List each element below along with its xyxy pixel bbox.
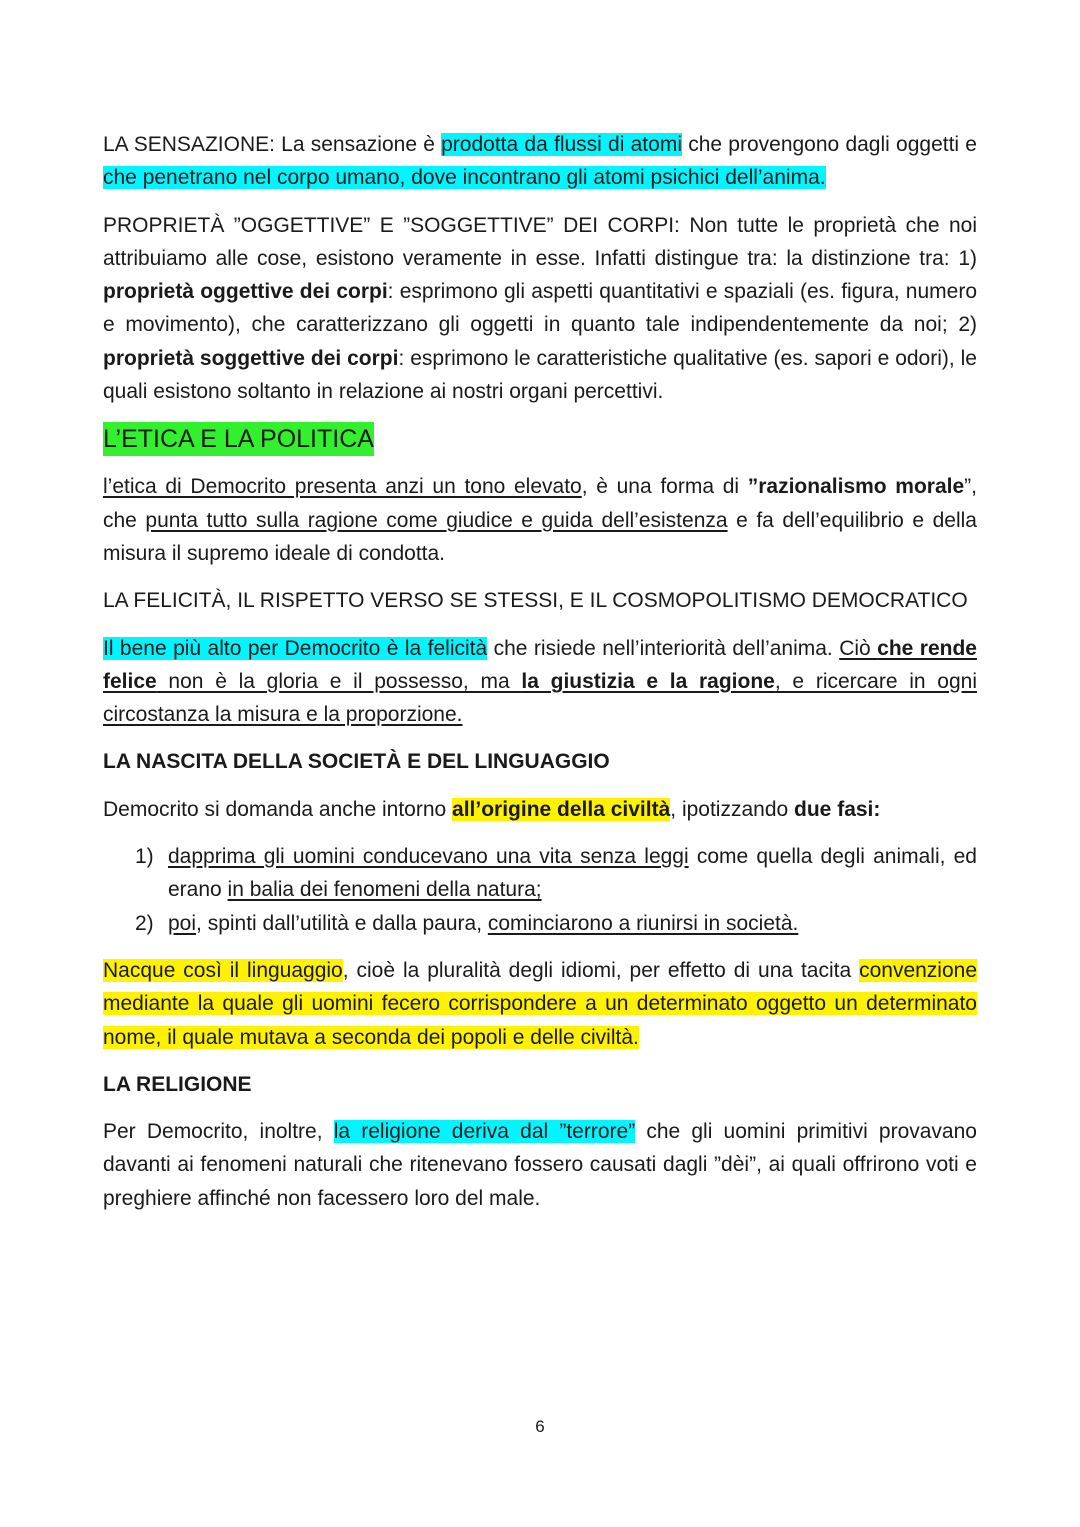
heading-nascita: LA NASCITA DELLA SOCIETÀ E DEL LINGUAGGIO: [103, 750, 610, 774]
heading-felicita: LA FELICITÀ, IL RISPETTO VERSO SE STESSI, E IL COSMOPOLITISMO DEMOCRATICO: [103, 589, 968, 613]
heading-religione: LA RELIGIONE: [103, 1072, 252, 1096]
paragraph-sensazione: LA SENSAZIONE: La sensazione è prodotta da flussi di atomi che provengono dagli oggetti e che penetrano nel corpo umano, dove incontrano gli atomi psichici dell’anima.: [103, 133, 977, 190]
bold-term: proprietà oggettive dei corpi: [103, 280, 388, 304]
highlight: convenzione mediante la quale gli uomini fecero corrispondere a un determinato oggetto un determinato nome, il quale mutava a seconda dei popoli e delle civiltà.: [103, 958, 978, 1049]
phases-list: [103, 840, 977, 940]
paragraph-felicita: Il bene più alto per Democrito è la felicità che risiede nell’interiorità dell’anima. Ciò che rende felice non è la gloria e il possesso, ma la giustizia e la ragione, e ricercare in ogni circostanza la misura e la proporzione.: [103, 636, 978, 727]
paragraph-proprieta: PROPRIETÀ ”OGGETTIVE” E ”SOGGETTIVE” DEI CORPI: Non tutte le proprietà che noi attribuiamo alle cose, esistono veramente in esse. Infatti distingue tra: la distinzione tra: 1) proprietà oggettive dei corpi: esprimono gli aspetti quantitativi e spaziali (es. figura, numero e movimento), che caratterizzano gli oggetti in quanto tale indipendentemente da noi; 2) proprietà soggettive dei corpi: esprimono le caratteristiche qualitative (es. sapori e odori), le quali esistono soltanto in relazione ai nostri organi percettivi.: [103, 213, 977, 404]
document-page: [103, 128, 977, 1229]
highlight: che penetrano nel corpo umano, dove incontrano gli atomi psichici dell’anima.: [103, 166, 826, 190]
paragraph-nascita: Democrito si domanda anche intorno all’origine della civiltà, ipotizzando due fasi:: [103, 797, 881, 821]
highlight: la religione deriva dal ”terrore”: [333, 1120, 636, 1144]
paragraph-religione: Per Democrito, inoltre, la religione deriva dal ”terrore” che gli uomini primitivi provavano davanti ai fenomeni naturali che ritenevano fossero causati dagli ”dèi”, ai quali offrirono voti e preghiere affinché non facessero loro del male.: [103, 1120, 977, 1210]
highlight: Il bene più alto per Democrito è la felicità: [103, 636, 488, 660]
section-title-etica: L’ETICA E LA POLITICA: [103, 422, 374, 456]
page-number: 6: [535, 1417, 545, 1436]
list-item: 2) poi, spinti dall’utilità e dalla paura, cominciarono a riunirsi in società.: [135, 911, 799, 935]
bold-term: proprietà soggettive dei corpi: [103, 346, 399, 370]
highlight: all’origine della civiltà: [452, 797, 671, 821]
list-item: 1) dapprima gli uomini conducevano una vita senza leggi come quella degli animali, ed erano in balia dei fenomeni della natura;: [135, 845, 977, 902]
paragraph-etica: l’etica di Democrito presenta anzi un tono elevato, è una forma di ”razionalismo morale”, che punta tutto sulla ragione come giudice e guida dell’esistenza e fa dell’equilibrio e della misura il supremo ideale di condotta.: [103, 475, 977, 565]
paragraph-linguaggio: Nacque così il linguaggio, cioè la pluralità degli idiomi, per effetto di una tacita convenzione mediante la quale gli uomini fecero corrispondere a un determinato oggetto un determinato nome, il quale mutava a seconda dei popoli e delle civiltà.: [103, 958, 978, 1049]
highlight: prodotta da flussi di atomi: [441, 133, 682, 156]
highlight: Nacque così il linguaggio: [103, 958, 343, 982]
